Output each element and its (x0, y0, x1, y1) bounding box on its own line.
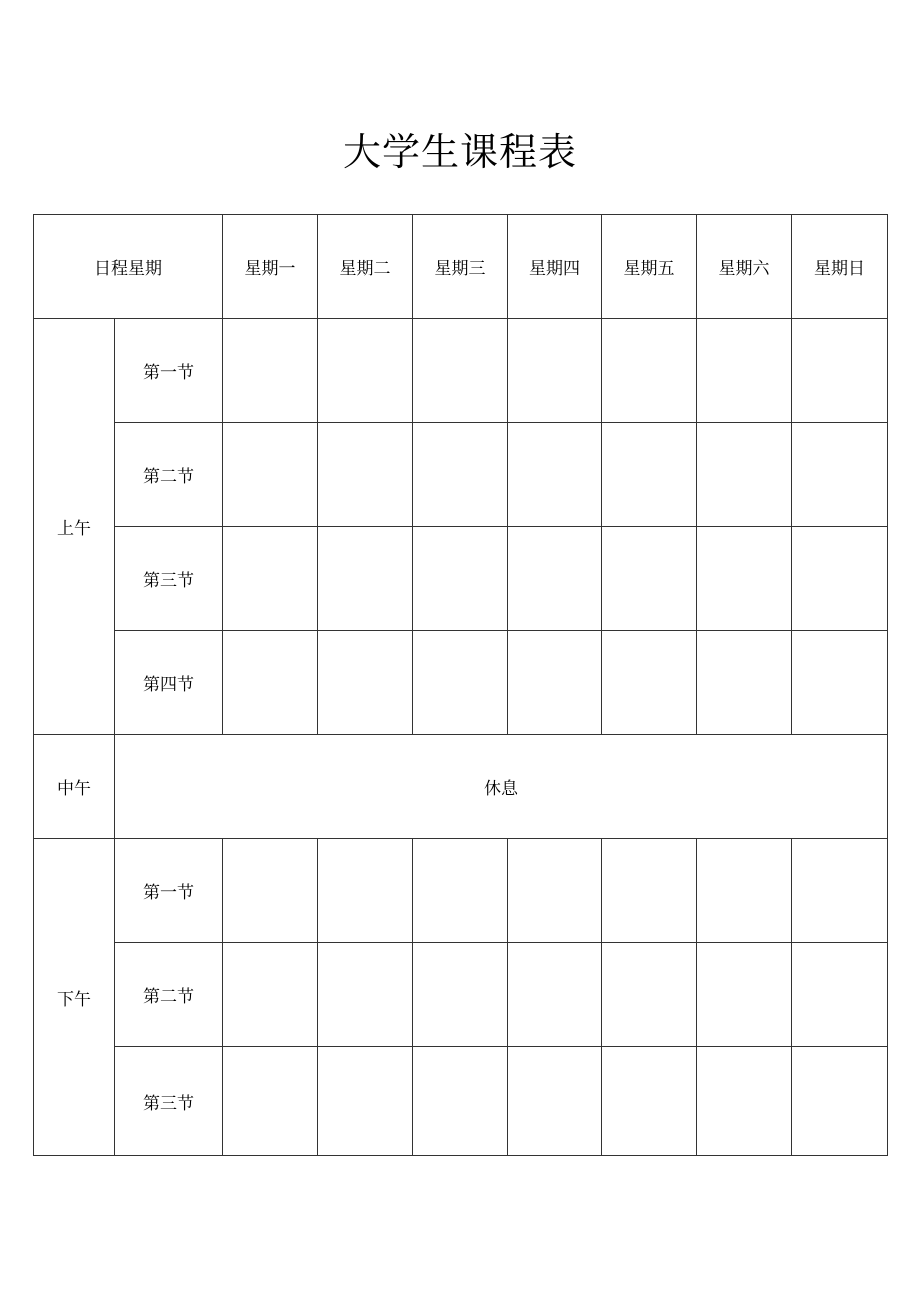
day-header-friday: 星期五 (602, 215, 697, 319)
schedule-cell[interactable] (602, 943, 697, 1047)
schedule-cell[interactable] (413, 631, 508, 735)
day-header-wednesday: 星期三 (413, 215, 508, 319)
schedule-cell[interactable] (318, 527, 413, 631)
noon-label-cell: 中午 (34, 735, 115, 839)
schedule-cell[interactable] (508, 631, 602, 735)
schedule-cell[interactable] (508, 319, 602, 423)
period-label-cell: 第二节 (115, 943, 223, 1047)
schedule-cell[interactable] (508, 839, 602, 943)
page-title: 大学生课程表 (342, 130, 577, 174)
period-label-cell: 第二节 (115, 423, 223, 527)
period-label-cell: 第三节 (115, 527, 223, 631)
schedule-cell[interactable] (413, 423, 508, 527)
period-label-cell: 第四节 (115, 631, 223, 735)
schedule-cell[interactable] (602, 319, 697, 423)
schedule-cell[interactable] (602, 1047, 697, 1156)
schedule-cell[interactable] (792, 423, 888, 527)
afternoon-period-3-row (34, 1047, 888, 1156)
morning-label-cell: 上午 (34, 319, 115, 735)
morning-period-2-row (34, 423, 888, 527)
schedule-cell[interactable] (508, 423, 602, 527)
schedule-cell[interactable] (318, 423, 413, 527)
schedule-cell[interactable] (318, 319, 413, 423)
schedule-cell[interactable] (223, 423, 318, 527)
schedule-cell[interactable] (602, 631, 697, 735)
schedule-table (33, 214, 888, 1156)
schedule-cell[interactable] (602, 423, 697, 527)
schedule-cell[interactable] (602, 527, 697, 631)
morning-period-3-row (34, 527, 888, 631)
schedule-cell[interactable] (223, 631, 318, 735)
schedule-cell[interactable] (792, 839, 888, 943)
rest-cell: 休息 (115, 735, 888, 839)
schedule-cell[interactable] (318, 631, 413, 735)
schedule-cell[interactable] (792, 631, 888, 735)
schedule-cell[interactable] (792, 527, 888, 631)
schedule-cell[interactable] (792, 943, 888, 1047)
schedule-cell[interactable] (792, 1047, 888, 1156)
schedule-cell[interactable] (223, 1047, 318, 1156)
afternoon-period-1-row (34, 839, 888, 943)
period-label-cell: 第一节 (115, 839, 223, 943)
schedule-cell[interactable] (223, 839, 318, 943)
schedule-cell[interactable] (697, 319, 792, 423)
schedule-cell[interactable] (413, 1047, 508, 1156)
schedule-cell[interactable] (697, 943, 792, 1047)
schedule-cell[interactable] (508, 527, 602, 631)
schedule-cell[interactable] (602, 839, 697, 943)
schedule-cell[interactable] (223, 319, 318, 423)
day-header-saturday: 星期六 (697, 215, 792, 319)
schedule-cell[interactable] (413, 943, 508, 1047)
day-header-monday: 星期一 (223, 215, 318, 319)
schedule-cell[interactable] (223, 943, 318, 1047)
period-label-cell: 第三节 (115, 1047, 223, 1156)
afternoon-period-2-row (34, 943, 888, 1047)
schedule-cell[interactable] (697, 423, 792, 527)
schedule-cell[interactable] (697, 527, 792, 631)
day-header-thursday: 星期四 (508, 215, 602, 319)
schedule-cell[interactable] (697, 1047, 792, 1156)
schedule-cell[interactable] (508, 943, 602, 1047)
schedule-cell[interactable] (318, 839, 413, 943)
schedule-cell[interactable] (318, 943, 413, 1047)
period-label-cell: 第一节 (115, 319, 223, 423)
schedule-cell[interactable] (697, 631, 792, 735)
noon-row (34, 735, 888, 839)
day-header-tuesday: 星期二 (318, 215, 413, 319)
schedule-cell[interactable] (318, 1047, 413, 1156)
schedule-cell[interactable] (697, 839, 792, 943)
morning-period-1-row (34, 319, 888, 423)
schedule-cell[interactable] (413, 319, 508, 423)
header-row (34, 215, 888, 319)
schedule-cell[interactable] (413, 839, 508, 943)
schedule-cell[interactable] (413, 527, 508, 631)
day-header-sunday: 星期日 (792, 215, 888, 319)
corner-header-cell: 日程星期 (34, 215, 223, 319)
morning-period-4-row (34, 631, 888, 735)
schedule-cell[interactable] (792, 319, 888, 423)
schedule-cell[interactable] (223, 527, 318, 631)
schedule-cell[interactable] (508, 1047, 602, 1156)
afternoon-label-cell: 下午 (34, 839, 115, 1156)
